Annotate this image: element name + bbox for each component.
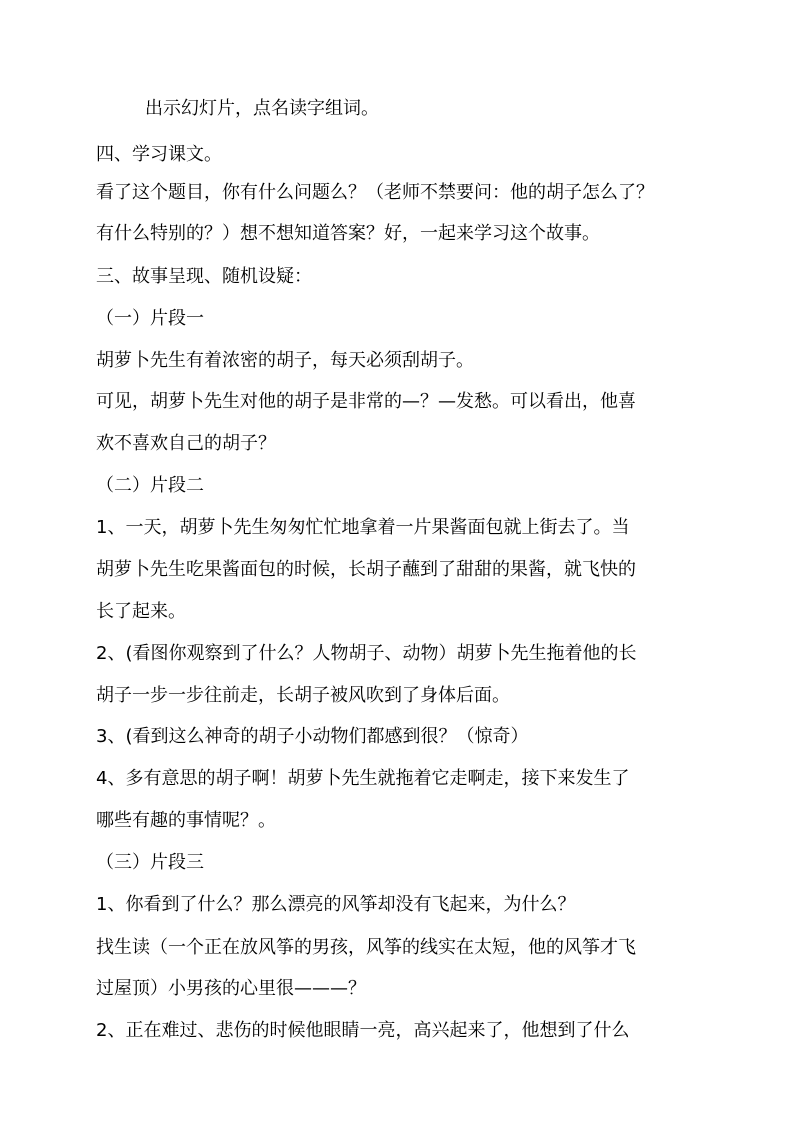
section-heading: 四、学习课文。 — [96, 144, 222, 165]
subsection-heading: （二）片段二 — [96, 475, 204, 496]
text-line: 胡子一步一步往前走，长胡子被风吹到了身体后面。 — [96, 685, 510, 706]
section-heading: 三、故事呈现、随机设疑： — [96, 266, 312, 287]
text-line: 过屋顶）小男孩的心里很———？ — [96, 978, 366, 999]
text-line: 看了这个题目，你有什么问题么？（老师不禁要问：他的胡子怎么了？ — [96, 182, 654, 203]
text-line: 出示幻灯片，点名读字组词。 — [145, 98, 379, 119]
subsection-heading: （三）片段三 — [96, 852, 204, 873]
text-line: 1、一天，胡萝卜先生匆匆忙忙地拿着一片果酱面包就上街去了。当 — [96, 517, 630, 538]
text-line: 胡萝卜先生有着浓密的胡子，每天必须刮胡子。 — [96, 350, 474, 371]
text-line: 可见，胡萝卜先生对他的胡子是非常的—？—发愁。可以看出，他喜 — [96, 391, 636, 412]
text-line: 哪些有趣的事情呢？。 — [96, 810, 276, 831]
text-line: 1、你看到了什么？那么漂亮的风筝却没有飞起来，为什么？ — [96, 894, 576, 915]
text-line: 3、(看到这么神奇的胡子小动物们都感到很？（惊奇） — [96, 726, 529, 747]
text-line: 有什么特别的？）想不想知道答案？好，一起来学习这个故事。 — [96, 223, 600, 244]
subsection-heading: （一）片段一 — [96, 308, 204, 329]
text-line: 欢不喜欢自己的胡子？ — [96, 433, 276, 454]
text-line: 找生读（一个正在放风筝的男孩，风筝的线实在太短，他的风筝才飞 — [96, 937, 636, 958]
text-line: 2、(看图你观察到了什么？人物胡子、动物）胡萝卜先生拖着他的长 — [96, 643, 637, 664]
text-line: 4、多有意思的胡子啊！胡萝卜先生就拖着它走啊走，接下来发生了 — [96, 768, 630, 789]
text-line: 胡萝卜先生吃果酱面包的时候，长胡子蘸到了甜甜的果酱，就飞快的 — [96, 559, 636, 580]
text-line: 2、正在难过、悲伤的时候他眼睛一亮，高兴起来了，他想到了什么 — [96, 1020, 630, 1041]
text-line: 长了起来。 — [96, 601, 186, 622]
